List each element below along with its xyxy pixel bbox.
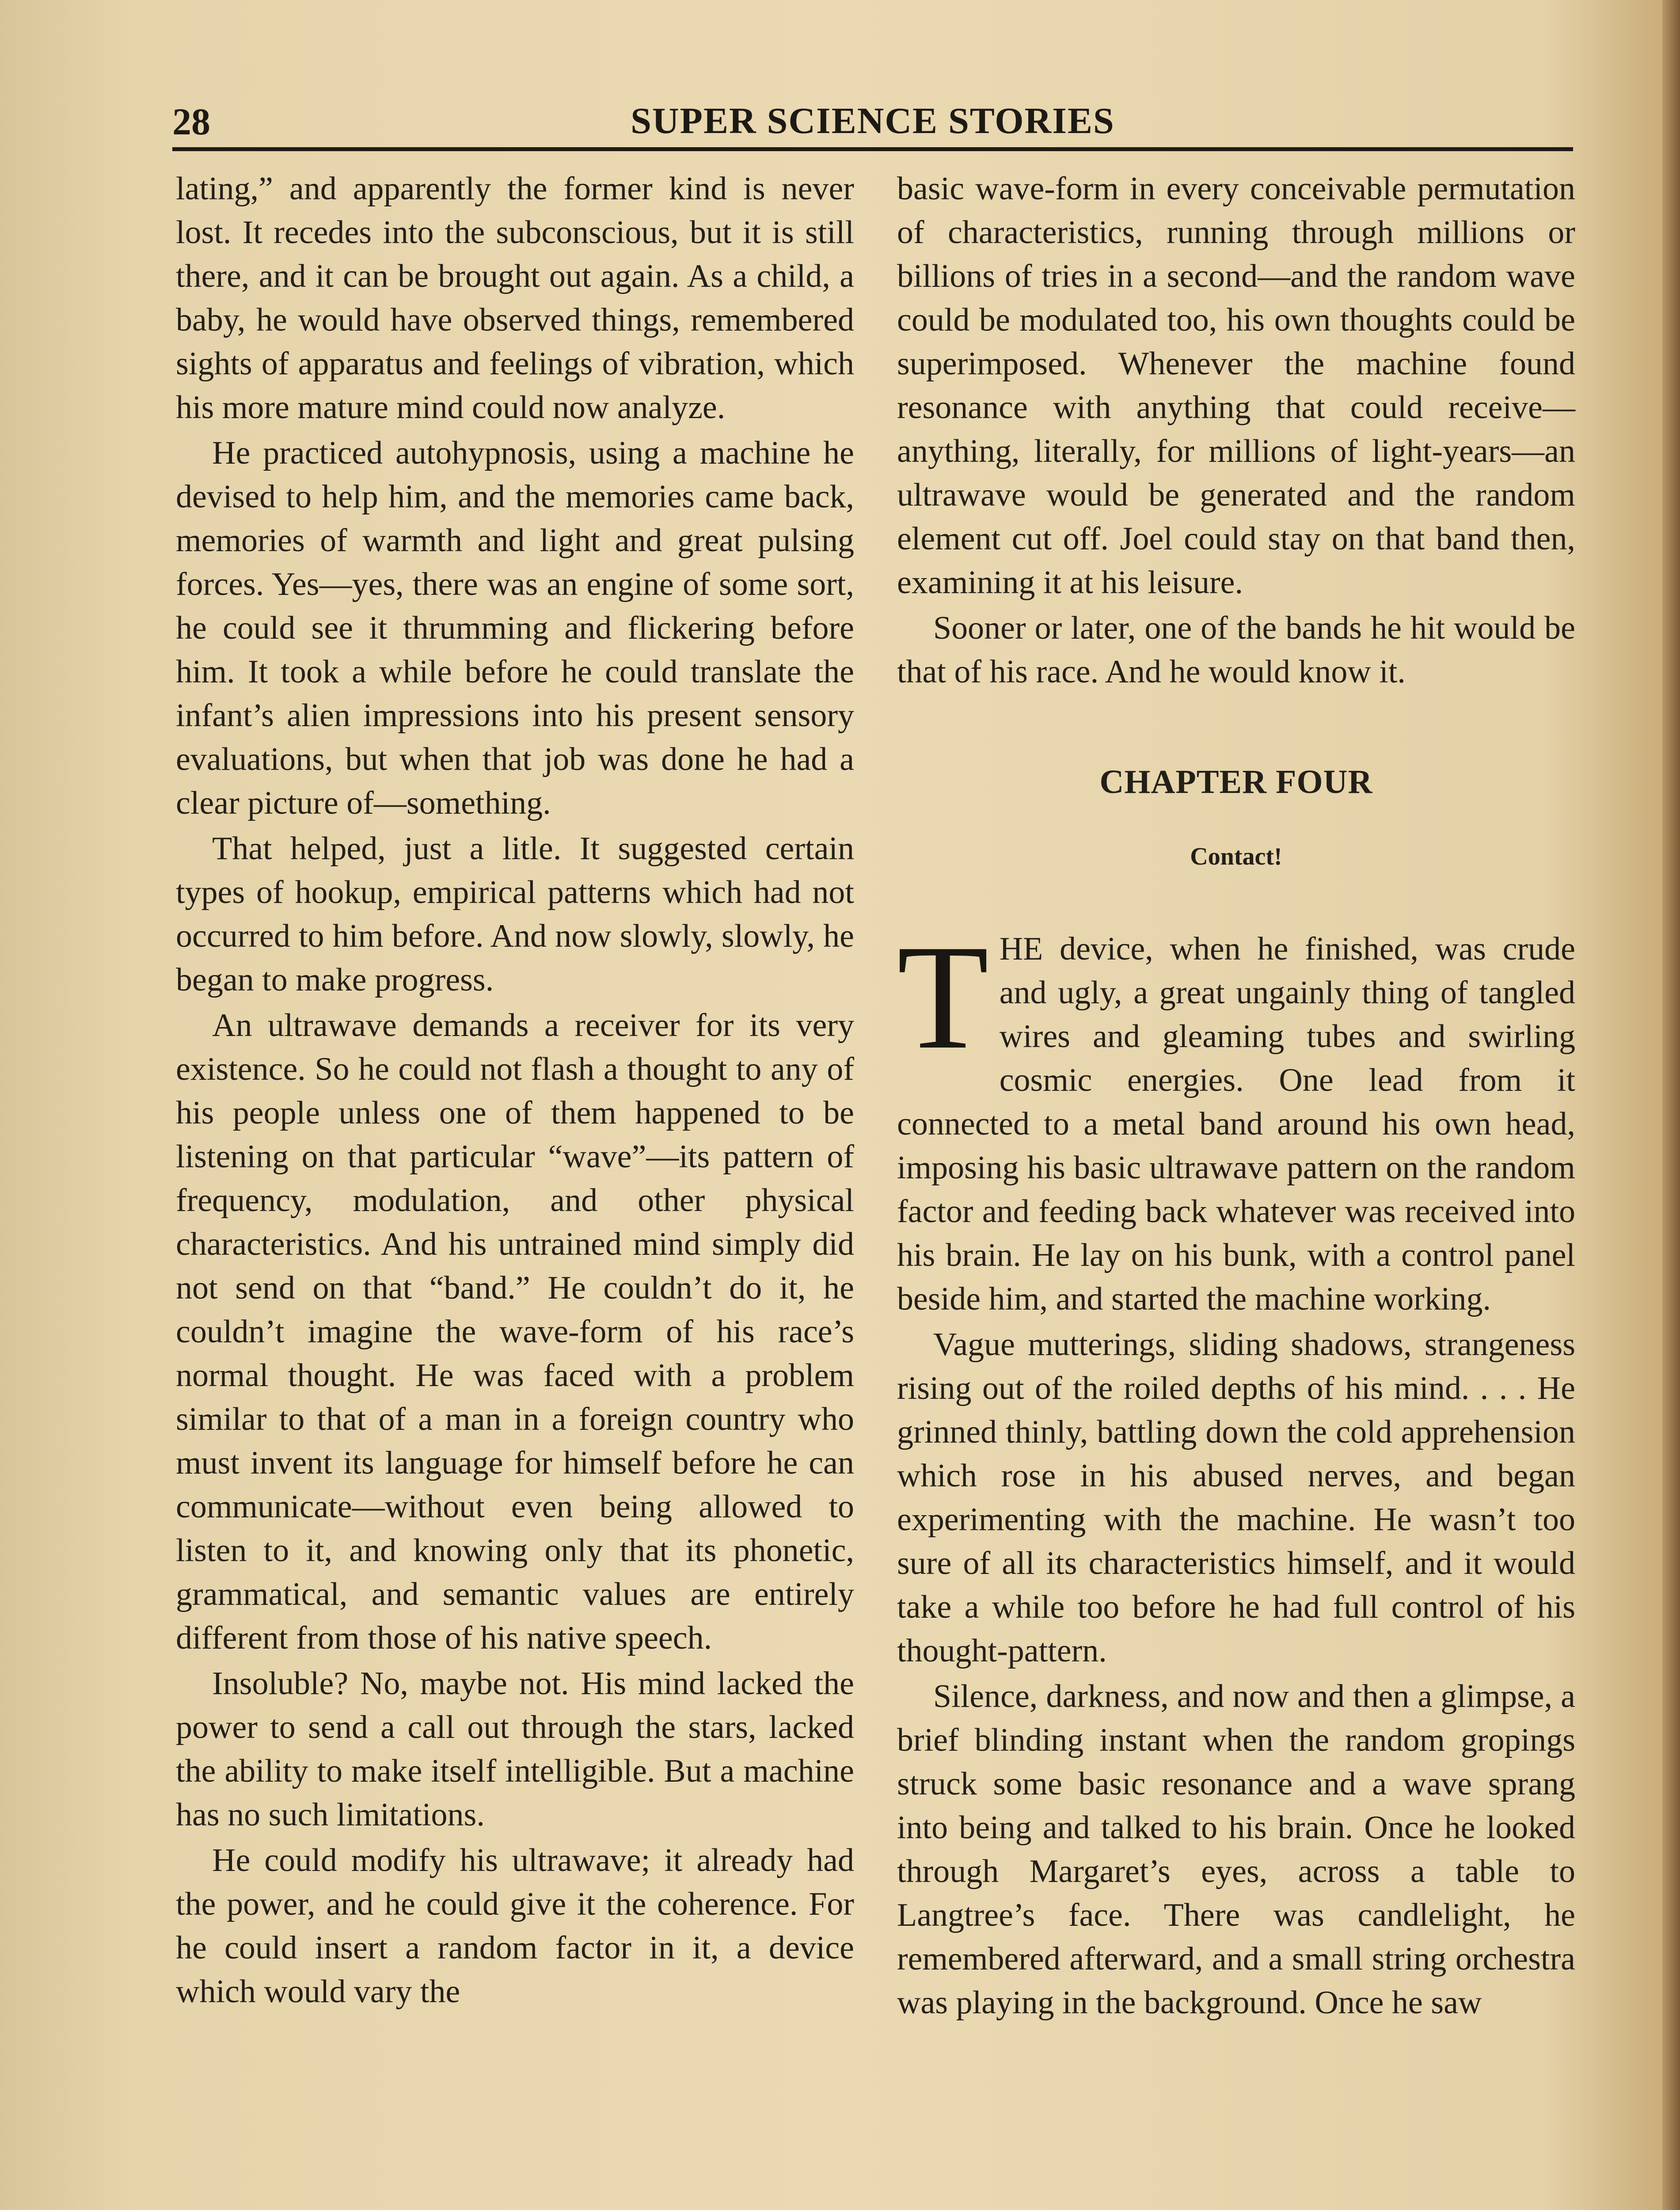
chapter-subtitle: Contact! <box>1190 843 1282 870</box>
page-header <box>172 91 1573 157</box>
left-paragraph-3: That helped, just a litle. It suggested certain types of hookup, empirical patterns which had not occurred to him before. And now slowly, slowly, he began to make progress. <box>176 831 854 998</box>
chapter-opening-paragraph <box>897 914 1575 1321</box>
left-column <box>176 167 854 2014</box>
drop-cap: T <box>897 914 989 1080</box>
left-paragraph-4: An ultrawave demands a receiver for its very existence. So he could not flash a thought to any of his people unless one of them happened to be listening on that particular “wave”—its pattern of frequency, modulation, and other physical characteristics. And his untrained mind simply did not send on that “band.” He couldn’t do it, he couldn’t imagine the wave-form of his race’s normal thought. He was faced with a problem similar to that of a man in a foreign country who must invent its language for himself before he can communicate—without even being allowed to listen to it, and knowing only that its phonetic, grammatical, and semantic values are entirely different from those of his native speech. <box>176 1007 854 1656</box>
right-paragraph-3: Vague mutterings, sliding shadows, strangeness rising out of the roiled depths of his mind. . . . He grinned thinly, battling down the cold apprehension which rose in his abused nerves, and began experimenting with the machine. He wasn’t too sure of all its characteristics himself, and it would take a while too before he had full control of his thought-pattern. <box>897 1326 1575 1669</box>
left-paragraph-5: Insoluble? No, maybe not. His mind lacked the power to send a call out through the stars, lacked the ability to make itself intelligible. But a machine has no such limitations. <box>176 1665 854 1833</box>
right-paragraph-1: basic wave-form in every conceivable permutation of characteristics, running through millions or billions of tries in a second—and the random wave could be modulated too, his own thoughts could be superimposed. Whenever the machine found resonance with anything that could receive—anything, literally, for millions of light-years—an ultrawave would be generated and the random element cut off. Joel could stay on that band then, examining it at his leisure. <box>897 171 1575 601</box>
left-paragraph-6: He could modify his ultrawave; it already had the power, and he could give it the coherence. For he could insert a random factor in it, a device which would vary the <box>176 1842 854 2010</box>
chapter-title: CHAPTER FOUR <box>1099 763 1373 800</box>
page-edge <box>1662 0 1680 2210</box>
header-rule <box>172 147 1573 151</box>
page-number: 28 <box>172 100 210 143</box>
chapter-opening-text: HE device, when he finished, was crude and ugly, a great ungainly thing of tangled wires and gleaming tubes and swirling cosmic energies. One lead from it connected to a metal band around his own head, imposing his basic ultrawave pattern on the random factor and feeding back whatever was received into his brain. He lay on his bunk, with a control panel beside him, and started the machine working. <box>897 931 1575 1317</box>
right-paragraph-4: Silence, darkness, and now and then a glimpse, a brief blinding instant when the random gropings struck some basic resonance and a wave sprang into being and talked to his brain. Once he looked through Margaret’s eyes, across a table to Langtree’s face. There was candlelight, he remembered afterward, and a small string orchestra was playing in the background. Once he saw <box>897 1678 1575 2021</box>
right-paragraph-2: Sooner or later, one of the bands he hit would be that of his race. And he would know it. <box>897 610 1575 690</box>
running-head: SUPER SCIENCE STORIES <box>631 100 1115 141</box>
left-paragraph-1: lating,” and apparently the former kind is never lost. It recedes into the subconscious, but it is still there, and it can be brought out again. As a child, a baby, he would have observed things, remembered sights of apparatus and feelings of vibration, which his more mature mind could now analyze. <box>176 171 854 426</box>
left-paragraph-2: He practiced autohypnosis, using a machine he devised to help him, and the memories came back, memories of warmth and light and great pulsing forces. Yes—yes, there was an engine of some sort, he could see it thrumming and flickering before him. It took a while before he could translate the infant’s alien impressions into his present sensory evaluations, but when that job was done he had a clear picture of—something. <box>176 435 854 821</box>
right-column <box>897 167 1575 2025</box>
